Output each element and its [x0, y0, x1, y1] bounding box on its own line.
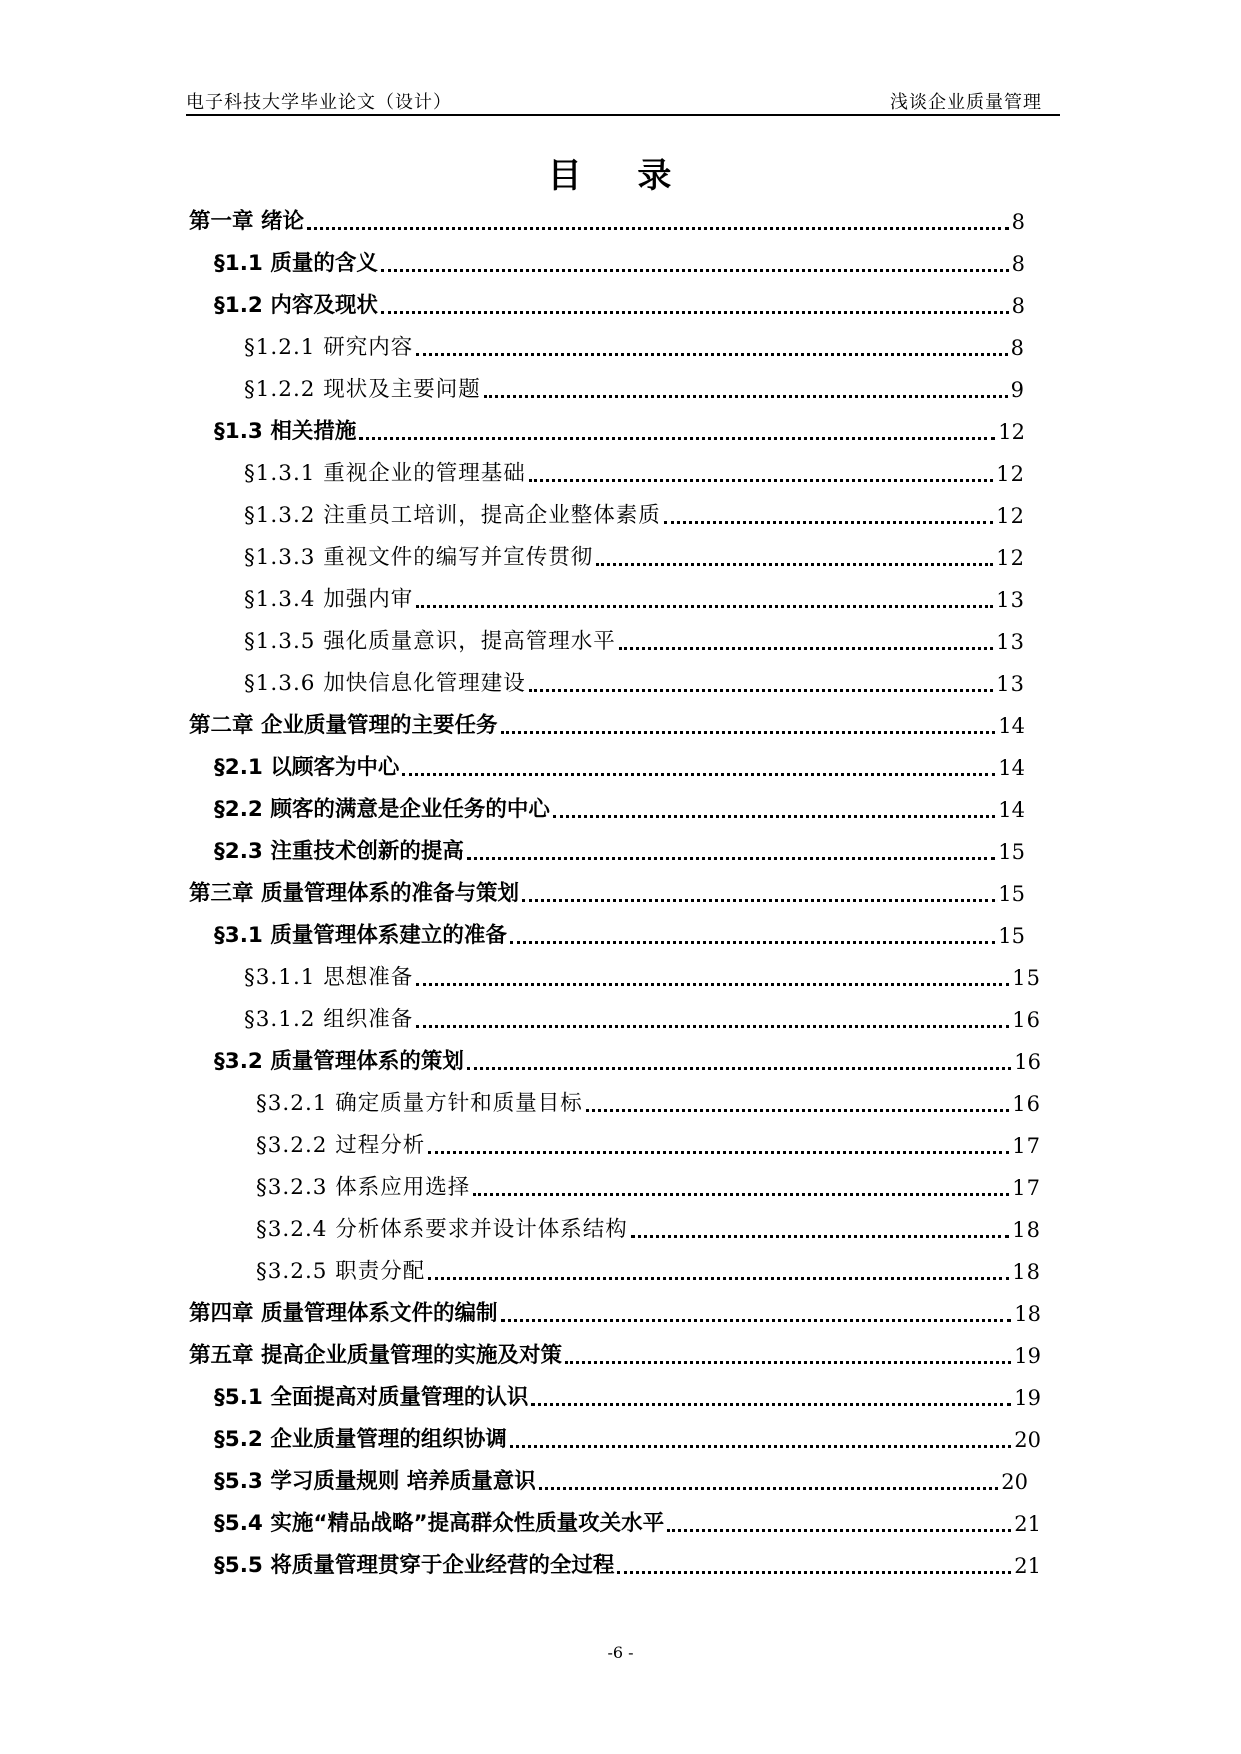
- toc-leader-dots: [381, 311, 1009, 314]
- toc-entry-page: 14: [998, 756, 1025, 780]
- toc-entry-page: 18: [1012, 1218, 1041, 1242]
- toc-entry-section-1-2-2[interactable]: [244, 373, 1025, 407]
- toc-entry-page: 18: [1014, 1302, 1041, 1326]
- toc-entry-page: 14: [998, 798, 1025, 822]
- toc-leader-dots: [619, 647, 993, 650]
- toc-entry-text: §5.1 全面提高对质量管理的认识: [214, 1385, 529, 1410]
- toc-entry-section-1-3-6[interactable]: [244, 667, 1025, 701]
- toc-entry-section-2-3[interactable]: [214, 835, 1025, 869]
- toc-leader-dots: [416, 353, 1007, 356]
- toc-entry-page: 16: [1012, 1092, 1041, 1116]
- page-number: -6 -: [607, 1643, 634, 1662]
- toc-entry-text: §3.2.1 确定质量方针和质量目标: [256, 1091, 583, 1116]
- page-title: 目 录: [547, 156, 694, 196]
- toc-entry-page: 16: [1014, 1050, 1041, 1074]
- toc-entry-text: §1.3.5 强化质量意识，提高管理水平: [244, 629, 616, 654]
- toc-entry-text: 第四章 质量管理体系文件的编制: [189, 1301, 498, 1326]
- header-paper-title: 浅谈企业质量管理: [890, 92, 1042, 113]
- toc-leader-dots: [617, 1571, 1011, 1574]
- toc-leader-dots: [510, 1445, 1011, 1448]
- toc-entry-section-3-2-5[interactable]: [256, 1255, 1041, 1289]
- toc-entry-text: §3.1 质量管理体系建立的准备: [214, 923, 507, 948]
- toc-entry-section-3-2-1[interactable]: [256, 1087, 1041, 1121]
- toc-entry-text: 第五章 提高企业质量管理的实施及对策: [189, 1343, 562, 1368]
- toc-entry-page: 20: [1014, 1428, 1041, 1452]
- toc-leader-dots: [596, 563, 993, 566]
- toc-entry-section-3-2-3[interactable]: [256, 1171, 1041, 1205]
- toc-entry-text: §2.1 以顾客为中心: [214, 755, 400, 780]
- toc-entry-text: §3.2 质量管理体系的策划: [214, 1049, 464, 1074]
- toc-entry-page: 19: [1014, 1344, 1041, 1368]
- toc-entry-page: 15: [998, 840, 1025, 864]
- toc-entry-text: §1.3.4 加强内审: [244, 587, 414, 612]
- toc-entry-page: 12: [998, 420, 1025, 444]
- toc-entry-text: §1.3.1 重视企业的管理基础: [244, 461, 526, 486]
- toc-leader-dots: [467, 857, 995, 860]
- toc-entry-section-1-2[interactable]: [214, 289, 1025, 323]
- toc-entry-text: §3.1.2 组织准备: [244, 1007, 414, 1032]
- toc-entry-text: §1.3.6 加快信息化管理建设: [244, 671, 526, 696]
- toc-leader-dots: [529, 689, 993, 692]
- toc-leader-dots: [522, 899, 995, 902]
- toc-entry-section-1-3-3[interactable]: [244, 541, 1025, 575]
- toc-entry-section-1-3-4[interactable]: [244, 583, 1025, 617]
- toc-entry-chapter-4[interactable]: [189, 1297, 1041, 1331]
- toc-leader-dots: [473, 1193, 1009, 1196]
- toc-leader-dots: [553, 815, 995, 818]
- toc-leader-dots: [501, 731, 996, 734]
- toc-leader-dots: [307, 227, 1009, 230]
- toc-entry-text: §1.3.3 重视文件的编写并宣传贯彻: [244, 545, 594, 570]
- toc-entry-section-5-4[interactable]: [214, 1507, 1041, 1541]
- toc-leader-dots: [428, 1151, 1009, 1154]
- toc-leader-dots: [484, 395, 1008, 398]
- toc-entry-section-5-5[interactable]: [214, 1549, 1041, 1583]
- toc-entry-text: §5.4 实施“精品战略”提高群众性质量攻关水平: [214, 1511, 665, 1536]
- toc-entry-text: 第三章 质量管理体系的准备与策划: [189, 881, 519, 906]
- toc-entry-text: §5.5 将质量管理贯穿于企业经营的全过程: [214, 1553, 615, 1578]
- toc-entry-text: §1.2 内容及现状: [214, 293, 378, 318]
- toc-leader-dots: [501, 1319, 1012, 1322]
- toc-leader-dots: [381, 269, 1009, 272]
- toc-entry-page: 16: [1012, 1008, 1041, 1032]
- toc-entry-page: 18: [1012, 1260, 1041, 1284]
- toc-entry-chapter-3[interactable]: [189, 877, 1025, 911]
- toc-entry-page: 15: [1012, 966, 1041, 990]
- toc-entry-page: 12: [996, 546, 1025, 570]
- toc-entry-page: 12: [996, 462, 1025, 486]
- toc-entry-section-5-1[interactable]: [214, 1381, 1041, 1415]
- toc-entry-text: §3.2.5 职责分配: [256, 1259, 426, 1284]
- toc-leader-dots: [416, 605, 993, 608]
- toc-entry-section-3-1-2[interactable]: [244, 1003, 1041, 1037]
- toc-entry-page: 14: [998, 714, 1025, 738]
- toc-leader-dots: [631, 1235, 1009, 1238]
- toc-entry-page: 13: [996, 630, 1025, 654]
- toc-entry-text: §1.2.1 研究内容: [244, 335, 414, 360]
- toc-leader-dots: [467, 1067, 1011, 1070]
- toc-entry-text: §1.3 相关措施: [214, 419, 357, 444]
- toc-leader-dots: [416, 1025, 1009, 1028]
- toc-leader-dots: [565, 1361, 1011, 1364]
- toc-entry-text: §3.2.4 分析体系要求并设计体系结构: [256, 1217, 628, 1242]
- toc-entry-page: 9: [1010, 378, 1025, 402]
- header-thesis-label: 电子科技大学毕业论文（设计）: [186, 92, 452, 113]
- toc-entry-page: 8: [1010, 336, 1025, 360]
- toc-entry-page: 12: [996, 504, 1025, 528]
- toc-entry-chapter-5[interactable]: [189, 1339, 1041, 1373]
- toc-leader-dots: [402, 773, 995, 776]
- toc-entry-section-3-2-4[interactable]: [256, 1213, 1041, 1247]
- toc-entry-section-5-3[interactable]: [214, 1465, 1028, 1499]
- toc-entry-page: 21: [1014, 1554, 1041, 1578]
- toc-entry-text: §1.1 质量的含义: [214, 251, 378, 276]
- toc-entry-text: §3.1.1 思想准备: [244, 965, 414, 990]
- toc-leader-dots: [510, 941, 995, 944]
- toc-entry-page: 13: [996, 588, 1025, 612]
- toc-entry-page: 20: [1001, 1470, 1028, 1494]
- toc-entry-section-1-3-2[interactable]: [244, 499, 1025, 533]
- toc-entry-section-2-1[interactable]: [214, 751, 1025, 785]
- toc-entry-text: §1.2.2 现状及主要问题: [244, 377, 481, 402]
- toc-leader-dots: [359, 437, 995, 440]
- toc-entry-section-1-1[interactable]: [214, 247, 1025, 281]
- toc-entry-page: 13: [996, 672, 1025, 696]
- toc-entry-page: 17: [1012, 1176, 1041, 1200]
- toc-entry-page: 21: [1014, 1512, 1041, 1536]
- toc-entry-page: 8: [1011, 210, 1025, 234]
- toc-entry-page: 15: [998, 924, 1025, 948]
- toc-entry-text: §1.3.2 注重员工培训，提高企业整体素质: [244, 503, 661, 528]
- toc-entry-text: §2.3 注重技术创新的提高: [214, 839, 464, 864]
- toc-entry-text: §3.2.2 过程分析: [256, 1133, 426, 1158]
- toc-leader-dots: [529, 479, 993, 482]
- toc-leader-dots: [428, 1277, 1009, 1280]
- toc-entry-chapter-2[interactable]: [189, 709, 1025, 743]
- toc-entry-page: 8: [1011, 252, 1025, 276]
- toc-entry-text: 第二章 企业质量管理的主要任务: [189, 713, 498, 738]
- toc-entry-text: §2.2 顾客的满意是企业任务的中心: [214, 797, 550, 822]
- toc-entry-page: 19: [1014, 1386, 1041, 1410]
- toc-entry-section-1-2-1[interactable]: [244, 331, 1025, 365]
- toc-entry-section-3-1-1[interactable]: [244, 961, 1041, 995]
- toc-leader-dots: [667, 1529, 1011, 1532]
- toc-entry-page: 17: [1012, 1134, 1041, 1158]
- toc-leader-dots: [416, 983, 1009, 986]
- toc-entry-section-3-2[interactable]: [214, 1045, 1041, 1079]
- toc-entry-section-3-1[interactable]: [214, 919, 1025, 953]
- toc-leader-dots: [586, 1109, 1009, 1112]
- toc-entry-section-2-2[interactable]: [214, 793, 1025, 827]
- toc-entry-page: 15: [998, 882, 1025, 906]
- toc-leader-dots: [531, 1403, 1011, 1406]
- toc-entry-text: §3.2.3 体系应用选择: [256, 1175, 471, 1200]
- toc-entry-section-5-2[interactable]: [214, 1423, 1041, 1457]
- toc-entry-chapter-1[interactable]: [189, 205, 1025, 239]
- toc-leader-dots: [539, 1487, 998, 1490]
- toc-entry-section-1-3-1[interactable]: [244, 457, 1025, 491]
- toc-entry-section-1-3-5[interactable]: [244, 625, 1025, 659]
- toc-leader-dots: [664, 521, 993, 524]
- toc-entry-section-1-3[interactable]: [214, 415, 1025, 449]
- toc-entry-section-3-2-2[interactable]: [256, 1129, 1041, 1163]
- toc-entry-text: §5.3 学习质量规则 培养质量意识: [214, 1469, 536, 1494]
- toc-entry-page: 8: [1011, 294, 1025, 318]
- toc-entry-text: §5.2 企业质量管理的组织协调: [214, 1427, 507, 1452]
- toc-entry-text: 第一章 绪论: [189, 209, 304, 234]
